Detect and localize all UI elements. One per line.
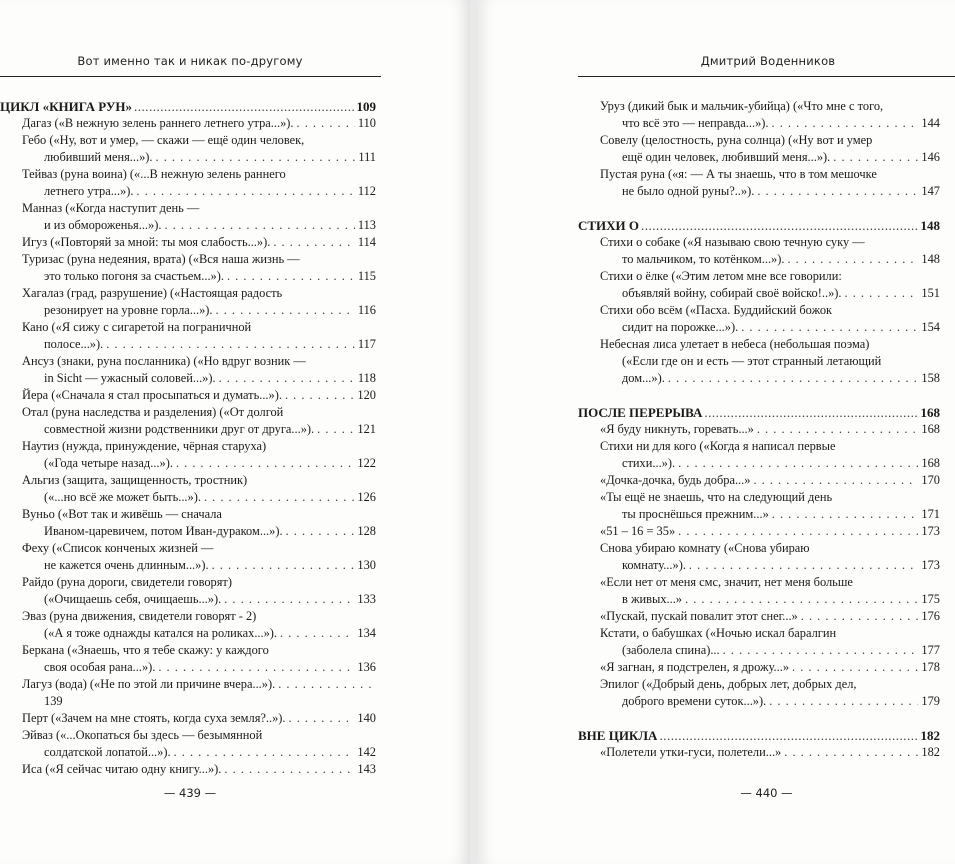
toc-entry	[600, 166, 940, 200]
dot-leader	[158, 659, 354, 676]
dot-leader	[678, 455, 918, 472]
entry-line: Наутиз (нужда, принуждение, чёрная старуха)	[22, 439, 267, 453]
toc-entry	[22, 404, 376, 438]
entry-page: 140	[357, 711, 376, 725]
entry-page: 179	[921, 694, 940, 708]
entry-line: Стихи о ёлке («Этим летом мне все говорили:	[600, 269, 842, 283]
entry-page: 112	[357, 184, 376, 198]
entry-page: 110	[357, 116, 376, 130]
dot-leader	[174, 744, 355, 761]
section-heading	[578, 404, 940, 421]
section-title: ВНЕ ЦИКЛА	[578, 728, 658, 743]
dot-leader	[204, 489, 354, 506]
toc-entry	[22, 251, 376, 285]
entry-line: Стихи ни для кого («Когда я написал первые	[600, 439, 836, 453]
entry-page: 154	[921, 320, 940, 334]
dot-leader	[136, 183, 354, 200]
entry-line: «Если нет от меня смс, значит, нет меня больше	[600, 575, 853, 589]
header-rule	[578, 76, 955, 77]
entry-page: 168	[921, 422, 940, 436]
dot-leader	[224, 761, 354, 778]
entry-page: 170	[921, 473, 940, 487]
toc-entry	[22, 540, 376, 574]
entry-page: 158	[921, 371, 940, 385]
entry-page: 151	[921, 286, 940, 300]
entry-page: 136	[357, 660, 376, 674]
toc-entry	[22, 353, 376, 387]
entry-line: Йера («Сначала я стал просыпаться и думать...»).	[22, 388, 282, 402]
entry-page: 139	[44, 694, 63, 708]
entry-page: 121	[357, 422, 376, 436]
entry-page: 173	[921, 524, 940, 538]
entry-line: Иваном-царевичем, потом Иван-дураком...»).	[44, 524, 283, 538]
entry-line: Эйваз («...Окопаться бы здесь — безымянной	[22, 728, 263, 742]
dot-leader	[753, 472, 918, 489]
entry-line: in Sicht — ужасный соловей...»).	[44, 371, 216, 385]
entry-page: 177	[921, 643, 940, 657]
entry-page: 176	[921, 609, 940, 623]
entry-line: Иса («Я сейчас читаю одну книгу...»).	[22, 762, 222, 776]
entry-line: Беркана («Знаешь, что я тебе скажу: у каждого	[22, 643, 269, 657]
dot-leader	[216, 302, 355, 319]
entry-line: объявляй войну, собирай своё войско!..»).	[622, 286, 842, 300]
dot-leader	[106, 336, 355, 353]
dot-leader	[219, 370, 355, 387]
entry-page: 178	[921, 660, 940, 674]
toc-entry	[22, 115, 376, 132]
toc-entry	[22, 200, 376, 234]
dot-leader	[280, 625, 354, 642]
entry-line: Эваз (руна движения, свидетели говорят - 2)	[22, 609, 257, 623]
entry-page: 148	[921, 252, 940, 266]
toc-entry	[22, 710, 376, 727]
toc-entry	[22, 234, 376, 251]
section-heading	[578, 217, 940, 234]
entry-page: 133	[357, 592, 376, 606]
dot-leader	[668, 370, 919, 387]
entry-page: 122	[357, 456, 376, 470]
entry-line: то мальчиком, то котёнком...»).	[622, 252, 785, 266]
toc-entry	[22, 642, 376, 676]
dot-leader	[227, 268, 355, 285]
toc-entry	[22, 166, 376, 200]
entry-line: Гебо («Ну, вот и умер, — скажи — ещё один человек,	[22, 133, 305, 147]
toc-entry	[600, 574, 940, 608]
entry-page: 116	[357, 303, 376, 317]
entry-line: «Я буду никнуть, горевать...»	[600, 422, 754, 436]
toc-entry	[22, 387, 376, 404]
dot-leader	[757, 183, 918, 200]
toc-entry	[600, 489, 940, 523]
entry-line: Дагаз («В нежную зелень раннего летнего утра...»).	[22, 116, 294, 130]
entry-line: Эпилог («Добрый день, добрых лет, добрых дел,	[600, 677, 857, 691]
entry-line: что всё это — неправда...»).	[622, 116, 769, 130]
dot-leader	[273, 234, 355, 251]
dot-leader	[641, 217, 918, 234]
running-head: Дмитрий Воденников	[700, 54, 836, 68]
entry-page: 117	[357, 337, 376, 351]
entry-line: любивший меня...»).	[44, 150, 153, 164]
entry-page: 120	[357, 388, 376, 402]
entry-line: солдатской лопатой...»).	[44, 745, 171, 759]
entry-page: 134	[357, 626, 376, 640]
dot-leader	[772, 506, 919, 523]
entry-line: полосе...»).	[44, 337, 104, 351]
dot-leader	[772, 115, 919, 132]
dot-leader	[156, 149, 356, 166]
dot-leader	[224, 591, 354, 608]
toc-entry	[22, 761, 376, 778]
dot-leader	[769, 693, 918, 710]
dot-leader	[659, 727, 918, 744]
toc-entry	[600, 132, 940, 166]
entry-page: 146	[921, 150, 940, 164]
dot-leader	[723, 642, 919, 659]
entry-line: доброго времени суток...»).	[622, 694, 767, 708]
entry-page: 143	[357, 762, 376, 776]
dot-leader	[212, 557, 355, 574]
entry-line: Игуз («Повторяй за мной: ты моя слабость...»).	[22, 235, 271, 249]
toc-entry	[600, 523, 940, 540]
entry-line: Перт («Зачем на мне стоять, когда суха земля?..»).	[22, 711, 286, 725]
entry-line: Альгиз (защита, защищенность, тростник)	[22, 473, 248, 487]
toc-entry	[600, 472, 940, 489]
entry-line: Лагуз (вода) («Не по этой ли причине вчера...»).	[22, 677, 276, 691]
entry-line: (заболела спина)...	[622, 643, 720, 657]
entry-line: Отал (руна наследства и разделения) («От долгой	[22, 405, 284, 419]
toc-entry	[600, 421, 940, 438]
entry-line: резонирует на уровне горла...»).	[44, 303, 213, 317]
entry-page: 128	[357, 524, 376, 538]
entry-line: «51 – 16 = 35»	[600, 524, 676, 538]
entry-line: ещё один человек, любивший меня...»).	[622, 150, 831, 164]
entry-line: Небесная лиса улетает в небеса (небольшая поэма)	[600, 337, 870, 351]
toc-entry	[22, 608, 376, 642]
toc-entry	[600, 268, 940, 302]
entry-line: («А я тоже однажды катался на роликах...»).	[44, 626, 278, 640]
toc-entry	[22, 319, 376, 353]
toc-entry	[600, 540, 940, 574]
entry-line: Кано («Я сижу с сигаретой на пограничной	[22, 320, 252, 334]
entry-page: 113	[357, 218, 376, 232]
entry-page: 171	[921, 507, 940, 521]
entry-line: и из обмороженья...»).	[44, 218, 162, 232]
dot-leader	[286, 523, 355, 540]
section-page: 109	[356, 99, 376, 114]
toc-entry	[600, 608, 940, 625]
toc-entry	[22, 676, 376, 710]
entry-line: «Пускай, пускай повалит этот снег...»	[600, 609, 798, 623]
toc-entry	[22, 472, 376, 506]
toc-entry	[600, 676, 940, 710]
section-title: СТИХИ О	[578, 218, 640, 233]
entry-page: 114	[357, 235, 376, 249]
dot-leader	[678, 523, 918, 540]
section-gap	[578, 200, 940, 217]
entry-line: Тейваз (руна воина) («...В нежную зелень раннего	[22, 167, 286, 181]
entry-line: Хагалаз (град, разрушение) («Настоящая радость	[22, 286, 283, 300]
dot-leader	[689, 557, 918, 574]
entry-page: 118	[357, 371, 376, 385]
dot-leader	[741, 319, 918, 336]
section-page: 182	[920, 728, 940, 743]
section-page: 148	[920, 218, 940, 233]
entry-page: 182	[921, 745, 940, 759]
toc-entry	[600, 336, 940, 387]
entry-page: 147	[921, 184, 940, 198]
entry-page: 173	[921, 558, 940, 572]
toc-entry	[600, 625, 940, 659]
entry-page: 144	[921, 116, 940, 130]
dot-leader	[164, 217, 354, 234]
table-of-contents	[578, 98, 940, 761]
table-of-contents	[0, 98, 376, 778]
entry-line: («Года четыре назад...»).	[44, 456, 173, 470]
page-number: — 440 —	[740, 786, 793, 800]
entry-line: совместной жизни родственники друг от друга...»).	[44, 422, 315, 436]
header-rule	[0, 76, 381, 77]
dot-leader	[685, 591, 918, 608]
entry-page: 115	[357, 269, 376, 283]
entry-line: ты проснёшься прежним...»	[622, 507, 769, 521]
entry-line: («Если где он и есть — этот странный летающий	[622, 354, 882, 368]
entry-line: сидит на порожке...»).	[622, 320, 739, 334]
entry-line: «Ты ещё не знаешь, что на следующий день	[600, 490, 833, 504]
section-gap	[578, 387, 940, 404]
page-number: — 439 —	[163, 786, 217, 800]
dot-leader	[176, 455, 354, 472]
dot-leader	[704, 404, 918, 421]
entry-line: Райдо (руна дороги, свидетели говорят)	[22, 575, 232, 589]
toc-entry	[22, 506, 376, 540]
entry-line: это только погоня за счастьем...»).	[44, 269, 224, 283]
running-head: Вот именно так и никак по-другому	[77, 54, 303, 68]
entry-line: Совелу (целостность, руна солнца) («Ну вот и умер	[600, 133, 873, 147]
entry-page: 130	[357, 558, 376, 572]
entry-line: («...но всё же может быть...»).	[44, 490, 201, 504]
section-gap	[578, 710, 940, 727]
dot-leader	[833, 149, 918, 166]
entry-line: Стихи обо всём («Пасха. Буддийский божок	[600, 303, 833, 317]
toc-entry	[22, 285, 376, 319]
entry-line: дом...»).	[622, 371, 665, 385]
toc-entry	[22, 132, 376, 166]
entry-line: стихи...»).	[622, 456, 676, 470]
dot-leader	[285, 387, 354, 404]
entry-line: «Я загнан, я подстрелен, я дрожу...»	[600, 660, 790, 674]
dot-leader	[317, 421, 354, 438]
entry-line: Снова убираю комнату («Снова убираю	[600, 541, 810, 555]
entry-page: 168	[921, 456, 940, 470]
toc-entry	[600, 98, 940, 132]
dot-leader	[289, 710, 355, 727]
section-page: 168	[920, 405, 940, 420]
entry-line: комнату...»).	[622, 558, 686, 572]
entry-line: своя особая рана...»).	[44, 660, 156, 674]
toc-entry	[22, 438, 376, 472]
entry-line: не было одной руны?..»).	[622, 184, 755, 198]
entry-line: («Очищаешь себя, очищаешь...»).	[44, 592, 222, 606]
entry-line: в живых...»	[622, 592, 682, 606]
toc-entry	[600, 659, 940, 676]
entry-line: «Дочка-дочка, будь добра...»	[600, 473, 751, 487]
entry-page: 175	[921, 592, 940, 606]
entry-line: Уруз (дикий бык и мальчик-убийца) («Что мне с того,	[600, 99, 884, 113]
toc-entry	[600, 234, 940, 268]
entry-line: Феху («Список конченых жизней —	[22, 541, 214, 555]
toc-entry	[22, 727, 376, 761]
toc-entry	[600, 438, 940, 472]
section-title: ПОСЛЕ ПЕРЕРЫВА	[578, 405, 703, 420]
entry-line: Вуньо («Вот так и живёшь — сначала	[22, 507, 222, 521]
right-page	[478, 0, 955, 864]
dot-leader	[784, 744, 918, 761]
dot-leader	[757, 421, 919, 438]
entry-line: летнего утра...»).	[44, 184, 134, 198]
dot-leader	[134, 98, 355, 115]
entry-line: Стихи о собаке («Я называю свою течную суку —	[600, 235, 865, 249]
left-page	[0, 0, 470, 864]
toc-entry	[600, 744, 940, 761]
dot-leader	[278, 676, 373, 693]
entry-line: Кстати, о бабушках («Ночью искал баралгин	[600, 626, 837, 640]
dot-leader	[801, 608, 919, 625]
toc-entry	[22, 574, 376, 608]
toc-entry	[600, 302, 940, 336]
entry-page: 126	[357, 490, 376, 504]
entry-line: не кажется очень длинным...»).	[44, 558, 209, 572]
section-title: ЦИКЛ «КНИГА РУН»	[0, 99, 132, 114]
entry-line: Пустая руна («я: — А ты знаешь, что в том мешочке	[600, 167, 877, 181]
entry-line: Ансуз (знаки, руна посланника) («Но вдруг возник —	[22, 354, 306, 368]
section-heading	[0, 98, 376, 115]
entry-page: 142	[357, 745, 376, 759]
dot-leader	[297, 115, 355, 132]
dot-leader	[787, 251, 918, 268]
entry-line: «Полетели утки-гуси, полетели...»	[600, 745, 782, 759]
entry-line: Туризас (руна недеяния, врата) («Вся наша жизнь —	[22, 252, 300, 266]
section-heading	[578, 727, 940, 744]
dot-leader	[845, 285, 919, 302]
entry-line: Манназ («Когда наступит день —	[22, 201, 200, 215]
dot-leader	[792, 659, 918, 676]
entry-page: 111	[358, 150, 376, 164]
